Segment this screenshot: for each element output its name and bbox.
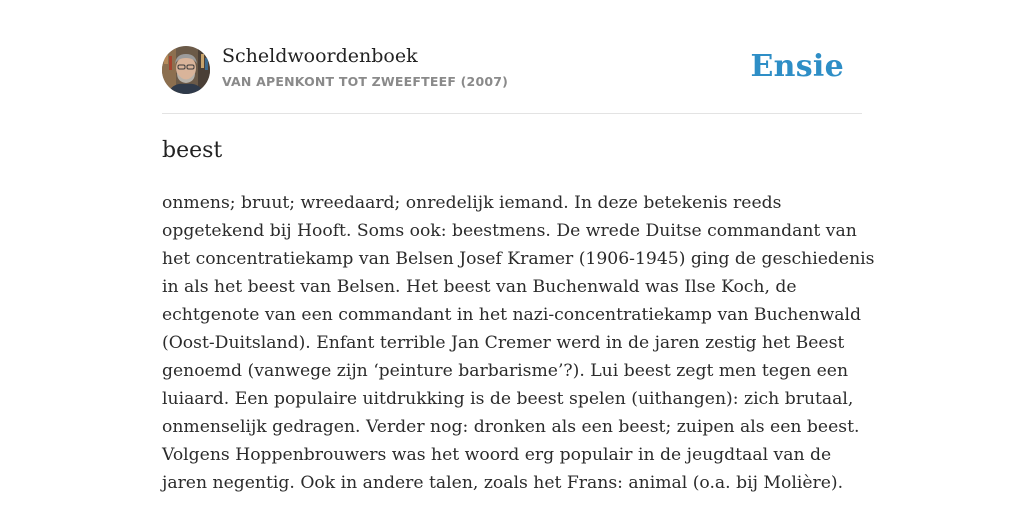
definition-line: onmens; bruut; wreedaard; onredelijk iemand. In deze betekenis reeds [162,193,782,213]
definition-line: Volgens Hoppenbrouwers was het woord erg populair in de jeugdtaal van de [162,445,832,465]
definition-line: luiaard. Een populaire uitdrukking is de beest spelen (uithangen): zich brutaal, [162,389,854,409]
book-subtitle: VAN APENKONT TOT ZWEEFTEEF (2007) [222,74,509,89]
definition-line: genoemd (vanwege zijn ‘peinture barbarisme’?). Lui beest zegt men tegen een [162,361,849,381]
book-title[interactable]: Scheldwoordenboek [222,45,418,67]
definition-line: (Oost-Duitsland). Enfant terrible Jan Cremer werd in de jaren zestig het Beest [162,333,845,353]
entry-definition [162,189,875,497]
author-portrait-icon [162,46,210,94]
source-header [162,0,862,114]
ensie-logo[interactable]: Ensie [750,49,844,84]
definition-line: jaren negentig. Ook in andere talen, zoals het Frans: animal (o.a. bij Molière). [162,473,844,493]
definition-line: in als het beest van Belsen. Het beest van Buchenwald was Ilse Koch, de [162,277,797,297]
definition-line: onmenselijk gedragen. Verder nog: dronken als een beest; zuipen als een beest. [162,417,860,437]
definition-line: het concentratiekamp van Belsen Josef Kramer (1906-1945) ging de geschiedenis [162,249,875,269]
author-avatar[interactable] [162,46,210,94]
definition-line: opgetekend bij Hooft. Soms ook: beestmens. De wrede Duitse commandant van [162,221,857,241]
entry-headword: beest [162,138,223,163]
entry-card [162,0,875,493]
definition-line: echtgenote van een commandant in het nazi-concentratiekamp van Buchenwald [162,305,862,325]
